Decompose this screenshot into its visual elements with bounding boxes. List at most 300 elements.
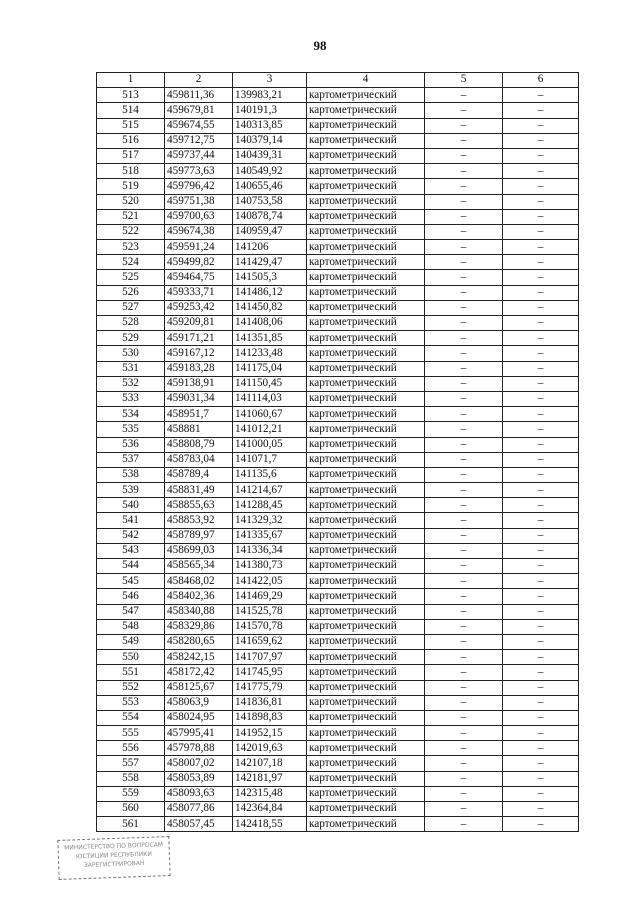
column-5-cell: – <box>425 255 503 270</box>
column-5-cell: – <box>425 559 503 574</box>
table-row <box>97 331 579 346</box>
column-5-cell: – <box>425 133 503 148</box>
column-6-cell: – <box>503 224 579 239</box>
table-row <box>97 285 579 300</box>
column-6-cell: – <box>503 802 579 817</box>
stamp-line: ЮСТИЦИИ РЕСПУБЛИКИ <box>75 850 153 861</box>
x-coordinate-cell: 458242,15 <box>165 650 233 665</box>
column-6-cell: – <box>503 103 579 118</box>
point-number-cell: 523 <box>97 240 165 255</box>
column-6-cell: – <box>503 422 579 437</box>
x-coordinate-cell: 458340,88 <box>165 604 233 619</box>
y-coordinate-cell: 140191,3 <box>233 103 307 118</box>
column-5-cell: – <box>425 650 503 665</box>
table-row <box>97 756 579 771</box>
column-5-cell: – <box>425 665 503 680</box>
table-row <box>97 665 579 680</box>
point-number-cell: 537 <box>97 452 165 467</box>
column-6-cell: – <box>503 680 579 695</box>
x-coordinate-cell: 458468,02 <box>165 574 233 589</box>
column-5-cell: – <box>425 756 503 771</box>
column-5-cell: – <box>425 316 503 331</box>
method-cell: картометрический <box>307 407 425 422</box>
y-coordinate-cell: 141952,15 <box>233 726 307 741</box>
x-coordinate-cell: 459167,12 <box>165 346 233 361</box>
column-6-cell: – <box>503 209 579 224</box>
column-6-cell: – <box>503 634 579 649</box>
y-coordinate-cell: 140878,74 <box>233 209 307 224</box>
x-coordinate-cell: 458565,34 <box>165 559 233 574</box>
column-5-cell: – <box>425 498 503 513</box>
y-coordinate-cell: 140959,47 <box>233 224 307 239</box>
x-coordinate-cell: 459333,71 <box>165 285 233 300</box>
y-coordinate-cell: 141380,73 <box>233 559 307 574</box>
x-coordinate-cell: 459773,63 <box>165 164 233 179</box>
y-coordinate-cell: 141469,29 <box>233 589 307 604</box>
point-number-cell: 521 <box>97 209 165 224</box>
table-row <box>97 376 579 391</box>
table-row <box>97 391 579 406</box>
method-cell: картометрический <box>307 634 425 649</box>
point-number-cell: 517 <box>97 148 165 163</box>
point-number-cell: 518 <box>97 164 165 179</box>
point-number-cell: 529 <box>97 331 165 346</box>
method-cell: картометрический <box>307 483 425 498</box>
table-row <box>97 802 579 817</box>
point-number-cell: 519 <box>97 179 165 194</box>
point-number-cell: 533 <box>97 391 165 406</box>
column-6-cell: – <box>503 270 579 285</box>
table-row <box>97 407 579 422</box>
column-6-cell: – <box>503 118 579 133</box>
table-row <box>97 634 579 649</box>
y-coordinate-cell: 141836,81 <box>233 695 307 710</box>
y-coordinate-cell: 141570,78 <box>233 619 307 634</box>
table-row <box>97 346 579 361</box>
method-cell: картометрический <box>307 710 425 725</box>
point-number-cell: 530 <box>97 346 165 361</box>
method-cell: картометрический <box>307 695 425 710</box>
table-row <box>97 817 579 832</box>
column-6-cell: – <box>503 771 579 786</box>
column-5-cell: – <box>425 88 503 103</box>
y-coordinate-cell: 140753,58 <box>233 194 307 209</box>
x-coordinate-cell: 458077,86 <box>165 802 233 817</box>
column-5-cell: – <box>425 619 503 634</box>
column-5-cell: – <box>425 543 503 558</box>
x-coordinate-cell: 459737,44 <box>165 148 233 163</box>
y-coordinate-cell: 141525,78 <box>233 604 307 619</box>
column-6-cell: – <box>503 483 579 498</box>
column-6-cell: – <box>503 513 579 528</box>
table-row <box>97 771 579 786</box>
column-5-cell: – <box>425 391 503 406</box>
point-number-cell: 539 <box>97 483 165 498</box>
table-row <box>97 619 579 634</box>
table-row <box>97 483 579 498</box>
y-coordinate-cell: 141422,05 <box>233 574 307 589</box>
column-5-cell: – <box>425 817 503 832</box>
x-coordinate-cell: 458402,36 <box>165 589 233 604</box>
point-number-cell: 552 <box>97 680 165 695</box>
table-row <box>97 148 579 163</box>
y-coordinate-cell: 141898,83 <box>233 710 307 725</box>
x-coordinate-cell: 457995,41 <box>165 726 233 741</box>
y-coordinate-cell: 140313,85 <box>233 118 307 133</box>
point-number-cell: 559 <box>97 786 165 801</box>
column-6-cell: – <box>503 726 579 741</box>
table-row <box>97 209 579 224</box>
method-cell: картометрический <box>307 133 425 148</box>
point-number-cell: 536 <box>97 437 165 452</box>
column-6-cell: – <box>503 133 579 148</box>
y-coordinate-cell: 141707,97 <box>233 650 307 665</box>
point-number-cell: 542 <box>97 528 165 543</box>
x-coordinate-cell: 458063,9 <box>165 695 233 710</box>
method-cell: картометрический <box>307 665 425 680</box>
column-5-cell: – <box>425 695 503 710</box>
point-number-cell: 557 <box>97 756 165 771</box>
point-number-cell: 541 <box>97 513 165 528</box>
table-row <box>97 240 579 255</box>
column-6-cell: – <box>503 148 579 163</box>
y-coordinate-cell: 141206 <box>233 240 307 255</box>
method-cell: картометрический <box>307 179 425 194</box>
point-number-cell: 514 <box>97 103 165 118</box>
table-row <box>97 361 579 376</box>
column-6-cell: – <box>503 361 579 376</box>
column-5-cell: – <box>425 771 503 786</box>
method-cell: картометрический <box>307 240 425 255</box>
x-coordinate-cell: 459209,81 <box>165 316 233 331</box>
point-number-cell: 554 <box>97 710 165 725</box>
method-cell: картометрический <box>307 316 425 331</box>
y-coordinate-cell: 140379,14 <box>233 133 307 148</box>
column-5-cell: – <box>425 680 503 695</box>
point-number-cell: 534 <box>97 407 165 422</box>
column-5-cell: – <box>425 483 503 498</box>
y-coordinate-cell: 141351,85 <box>233 331 307 346</box>
method-cell: картометрический <box>307 331 425 346</box>
column-6-cell: – <box>503 710 579 725</box>
point-number-cell: 538 <box>97 467 165 482</box>
method-cell: картометрический <box>307 376 425 391</box>
point-number-cell: 520 <box>97 194 165 209</box>
y-coordinate-cell: 141408,06 <box>233 316 307 331</box>
x-coordinate-cell: 458831,49 <box>165 483 233 498</box>
column-6-cell: – <box>503 316 579 331</box>
column-6-cell: – <box>503 240 579 255</box>
column-6-cell: – <box>503 331 579 346</box>
x-coordinate-cell: 457978,88 <box>165 741 233 756</box>
point-number-cell: 516 <box>97 133 165 148</box>
column-6-cell: – <box>503 376 579 391</box>
column-5-cell: – <box>425 346 503 361</box>
y-coordinate-cell: 141775,79 <box>233 680 307 695</box>
x-coordinate-cell: 458053,89 <box>165 771 233 786</box>
point-number-cell: 527 <box>97 300 165 315</box>
column-5-cell: – <box>425 361 503 376</box>
method-cell: картометрический <box>307 528 425 543</box>
method-cell: картометрический <box>307 164 425 179</box>
y-coordinate-cell: 142181,97 <box>233 771 307 786</box>
y-coordinate-cell: 141335,67 <box>233 528 307 543</box>
method-cell: картометрический <box>307 118 425 133</box>
x-coordinate-cell: 458329,86 <box>165 619 233 634</box>
column-6-cell: – <box>503 786 579 801</box>
column-5-cell: – <box>425 437 503 452</box>
table-row <box>97 422 579 437</box>
table-row <box>97 513 579 528</box>
column-5-cell: – <box>425 209 503 224</box>
column-5-cell: – <box>425 710 503 725</box>
table-row <box>97 559 579 574</box>
x-coordinate-cell: 458789,97 <box>165 528 233 543</box>
x-coordinate-cell: 458172,42 <box>165 665 233 680</box>
point-number-cell: 524 <box>97 255 165 270</box>
point-number-cell: 544 <box>97 559 165 574</box>
method-cell: картометрический <box>307 391 425 406</box>
column-header: 6 <box>503 73 579 88</box>
column-5-cell: – <box>425 194 503 209</box>
table-row <box>97 498 579 513</box>
column-6-cell: – <box>503 741 579 756</box>
y-coordinate-cell: 141336,34 <box>233 543 307 558</box>
column-5-cell: – <box>425 467 503 482</box>
column-6-cell: – <box>503 695 579 710</box>
table-row <box>97 467 579 482</box>
column-6-cell: – <box>503 498 579 513</box>
method-cell: картометрический <box>307 452 425 467</box>
x-coordinate-cell: 458853,92 <box>165 513 233 528</box>
x-coordinate-cell: 458280,65 <box>165 634 233 649</box>
x-coordinate-cell: 459171,21 <box>165 331 233 346</box>
method-cell: картометрический <box>307 467 425 482</box>
column-5-cell: – <box>425 574 503 589</box>
y-coordinate-cell: 141745,95 <box>233 665 307 680</box>
method-cell: картометрический <box>307 574 425 589</box>
method-cell: картометрический <box>307 255 425 270</box>
table-row <box>97 179 579 194</box>
y-coordinate-cell: 140549,92 <box>233 164 307 179</box>
x-coordinate-cell: 458699,03 <box>165 543 233 558</box>
table-row <box>97 741 579 756</box>
column-5-cell: – <box>425 634 503 649</box>
column-5-cell: – <box>425 224 503 239</box>
column-5-cell: – <box>425 179 503 194</box>
y-coordinate-cell: 141486,12 <box>233 285 307 300</box>
x-coordinate-cell: 458125,67 <box>165 680 233 695</box>
x-coordinate-cell: 458808,79 <box>165 437 233 452</box>
method-cell: картометрический <box>307 786 425 801</box>
x-coordinate-cell: 459591,24 <box>165 240 233 255</box>
column-6-cell: – <box>503 817 579 832</box>
point-number-cell: 522 <box>97 224 165 239</box>
point-number-cell: 561 <box>97 817 165 832</box>
page-number: 98 <box>313 38 327 53</box>
y-coordinate-cell: 141150,45 <box>233 376 307 391</box>
point-number-cell: 549 <box>97 634 165 649</box>
column-6-cell: – <box>503 285 579 300</box>
table-row <box>97 726 579 741</box>
table-row <box>97 589 579 604</box>
point-number-cell: 550 <box>97 650 165 665</box>
method-cell: картометрический <box>307 543 425 558</box>
method-cell: картометрический <box>307 680 425 695</box>
table-row <box>97 88 579 103</box>
method-cell: картометрический <box>307 650 425 665</box>
column-5-cell: – <box>425 164 503 179</box>
column-6-cell: – <box>503 391 579 406</box>
x-coordinate-cell: 459679,81 <box>165 103 233 118</box>
table-row <box>97 164 579 179</box>
column-5-cell: – <box>425 148 503 163</box>
method-cell: картометрический <box>307 619 425 634</box>
method-cell: картометрический <box>307 726 425 741</box>
column-5-cell: – <box>425 285 503 300</box>
x-coordinate-cell: 459031,34 <box>165 391 233 406</box>
method-cell: картометрический <box>307 224 425 239</box>
method-cell: картометрический <box>307 361 425 376</box>
column-6-cell: – <box>503 300 579 315</box>
method-cell: картометрический <box>307 756 425 771</box>
column-5-cell: – <box>425 118 503 133</box>
point-number-cell: 528 <box>97 316 165 331</box>
table-row <box>97 574 579 589</box>
y-coordinate-cell: 141071,7 <box>233 452 307 467</box>
table-row <box>97 300 579 315</box>
column-header: 3 <box>233 73 307 88</box>
point-number-cell: 558 <box>97 771 165 786</box>
column-6-cell: – <box>503 604 579 619</box>
point-number-cell: 525 <box>97 270 165 285</box>
x-coordinate-cell: 459811,36 <box>165 88 233 103</box>
method-cell: картометрический <box>307 270 425 285</box>
method-cell: картометрический <box>307 88 425 103</box>
column-5-cell: – <box>425 528 503 543</box>
stamp-line: МИНИСТЕРСТВО ПО ВОПРОСАМ <box>64 841 164 852</box>
column-6-cell: – <box>503 452 579 467</box>
column-5-cell: – <box>425 376 503 391</box>
method-cell: картометрический <box>307 437 425 452</box>
point-number-cell: 547 <box>97 604 165 619</box>
y-coordinate-cell: 140439,31 <box>233 148 307 163</box>
x-coordinate-cell: 458855,63 <box>165 498 233 513</box>
column-5-cell: – <box>425 300 503 315</box>
column-header: 4 <box>307 73 425 88</box>
column-5-cell: – <box>425 422 503 437</box>
point-number-cell: 540 <box>97 498 165 513</box>
method-cell: картометрический <box>307 817 425 832</box>
y-coordinate-cell: 141114,03 <box>233 391 307 406</box>
column-5-cell: – <box>425 786 503 801</box>
table-row <box>97 452 579 467</box>
table-row <box>97 270 579 285</box>
y-coordinate-cell: 141135,6 <box>233 467 307 482</box>
column-6-cell: – <box>503 619 579 634</box>
x-coordinate-cell: 459674,55 <box>165 118 233 133</box>
column-5-cell: – <box>425 802 503 817</box>
x-coordinate-cell: 459674,38 <box>165 224 233 239</box>
y-coordinate-cell: 142107,18 <box>233 756 307 771</box>
column-6-cell: – <box>503 650 579 665</box>
y-coordinate-cell: 141175,04 <box>233 361 307 376</box>
x-coordinate-cell: 458024,95 <box>165 710 233 725</box>
method-cell: картометрический <box>307 346 425 361</box>
method-cell: картометрический <box>307 498 425 513</box>
x-coordinate-cell: 459796,42 <box>165 179 233 194</box>
column-6-cell: – <box>503 407 579 422</box>
x-coordinate-cell: 459183,28 <box>165 361 233 376</box>
table-row <box>97 543 579 558</box>
table-row <box>97 255 579 270</box>
column-6-cell: – <box>503 543 579 558</box>
table-row <box>97 224 579 239</box>
point-number-cell: 548 <box>97 619 165 634</box>
table-row <box>97 103 579 118</box>
column-5-cell: – <box>425 604 503 619</box>
y-coordinate-cell: 141659,62 <box>233 634 307 649</box>
x-coordinate-cell: 458783,04 <box>165 452 233 467</box>
table-row <box>97 680 579 695</box>
column-header: 2 <box>165 73 233 88</box>
y-coordinate-cell: 142019,63 <box>233 741 307 756</box>
column-6-cell: – <box>503 665 579 680</box>
column-6-cell: – <box>503 756 579 771</box>
column-6-cell: – <box>503 589 579 604</box>
method-cell: картометрический <box>307 771 425 786</box>
column-6-cell: – <box>503 346 579 361</box>
column-6-cell: – <box>503 179 579 194</box>
y-coordinate-cell: 141000,05 <box>233 437 307 452</box>
y-coordinate-cell: 142315,48 <box>233 786 307 801</box>
coordinates-table <box>96 72 579 832</box>
method-cell: картометрический <box>307 422 425 437</box>
method-cell: картометрический <box>307 741 425 756</box>
method-cell: картометрический <box>307 194 425 209</box>
method-cell: картометрический <box>307 604 425 619</box>
point-number-cell: 513 <box>97 88 165 103</box>
column-5-cell: – <box>425 270 503 285</box>
column-5-cell: – <box>425 513 503 528</box>
method-cell: картометрический <box>307 209 425 224</box>
column-5-cell: – <box>425 240 503 255</box>
column-6-cell: – <box>503 164 579 179</box>
stamp-line: ЗАРЕГИСТРИРОВАН <box>83 859 145 870</box>
column-6-cell: – <box>503 194 579 209</box>
x-coordinate-cell: 458881 <box>165 422 233 437</box>
point-number-cell: 556 <box>97 741 165 756</box>
column-6-cell: – <box>503 467 579 482</box>
y-coordinate-cell: 141505,3 <box>233 270 307 285</box>
point-number-cell: 535 <box>97 422 165 437</box>
x-coordinate-cell: 458093,63 <box>165 786 233 801</box>
point-number-cell: 526 <box>97 285 165 300</box>
method-cell: картометрический <box>307 589 425 604</box>
point-number-cell: 551 <box>97 665 165 680</box>
x-coordinate-cell: 459253,42 <box>165 300 233 315</box>
x-coordinate-cell: 458789,4 <box>165 467 233 482</box>
y-coordinate-cell: 141012,21 <box>233 422 307 437</box>
method-cell: картометрический <box>307 802 425 817</box>
y-coordinate-cell: 141329,32 <box>233 513 307 528</box>
x-coordinate-cell: 459499,82 <box>165 255 233 270</box>
x-coordinate-cell: 458951,7 <box>165 407 233 422</box>
x-coordinate-cell: 458007,02 <box>165 756 233 771</box>
column-6-cell: – <box>503 437 579 452</box>
table-row <box>97 118 579 133</box>
column-header: 1 <box>97 73 165 88</box>
